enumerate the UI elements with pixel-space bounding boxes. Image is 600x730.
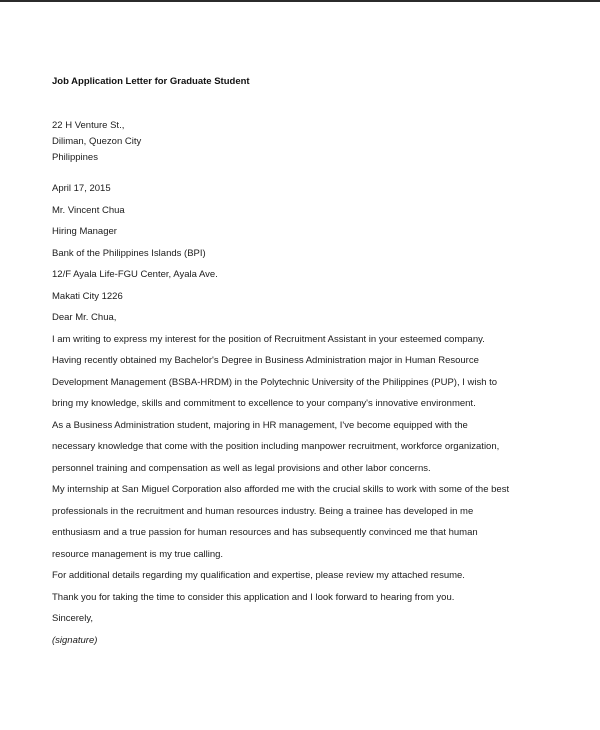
letter-body — [52, 329, 552, 609]
recipient-line: Hiring Manager — [52, 226, 117, 237]
body-line: professionals in the recruitment and human resources industry. Being a trainee has developed in me — [52, 505, 474, 517]
body-line: personnel training and compensation as well as legal provisions and other labor concerns. — [52, 462, 431, 474]
closing: Sincerely, — [52, 613, 94, 624]
page-top-edge — [0, 0, 600, 2]
salutation: Dear Mr. Chua, — [52, 312, 117, 323]
body-line: Development Management (BSBA-HRDM) in the Polytechnic University of the Philippines (PUP), I wish to — [52, 376, 498, 388]
body-line: As a Business Administration student, majoring in HR management, I've become equipped with the — [52, 419, 468, 431]
sender-address-line: 22 H Venture St., — [52, 120, 125, 131]
body-line: resource management is my true calling. — [52, 548, 224, 560]
sender-address-line: Philippines — [52, 152, 98, 163]
recipient-line: Mr. Vincent Chua — [52, 204, 125, 216]
letter-date: April 17, 2015 — [52, 183, 111, 194]
body-line: necessary knowledge that come with the position including manpower recruitment, workforce organization, — [52, 441, 500, 452]
sender-address-line: Diliman, Quezon City — [52, 136, 142, 147]
letter-main — [52, 178, 552, 651]
body-line: My internship at San Miguel Corporation also afforded me with the crucial skills to work with some of the best — [52, 484, 510, 495]
body-line: Having recently obtained my Bachelor's Degree in Business Administration major in Human Resource — [52, 355, 479, 366]
signature-placeholder: (signature) — [52, 634, 98, 646]
body-line: I am writing to express my interest for the position of Recruitment Assistant in your esteemed company. — [52, 333, 485, 345]
letter-title: Job Application Letter for Graduate Student — [52, 76, 250, 87]
recipient-line: 12/F Ayala Life-FGU Center, Ayala Ave. — [52, 269, 218, 280]
body-line: Thank you for taking the time to consider this application and I look forward to hearing from you. — [52, 591, 455, 603]
sender-address-block — [52, 118, 552, 166]
body-line: bring my knowledge, skills and commitment to excellence to your company's innovative environment. — [52, 398, 476, 409]
body-line: For additional details regarding my qualification and expertise, please review my attached resume. — [52, 570, 465, 581]
recipient-line: Bank of the Philippines Islands (BPI) — [52, 247, 206, 259]
body-line: enthusiasm and a true passion for human resources and has subsequently convinced me that human — [52, 527, 478, 538]
recipient-block — [52, 200, 552, 308]
recipient-line: Makati City 1226 — [52, 290, 123, 302]
